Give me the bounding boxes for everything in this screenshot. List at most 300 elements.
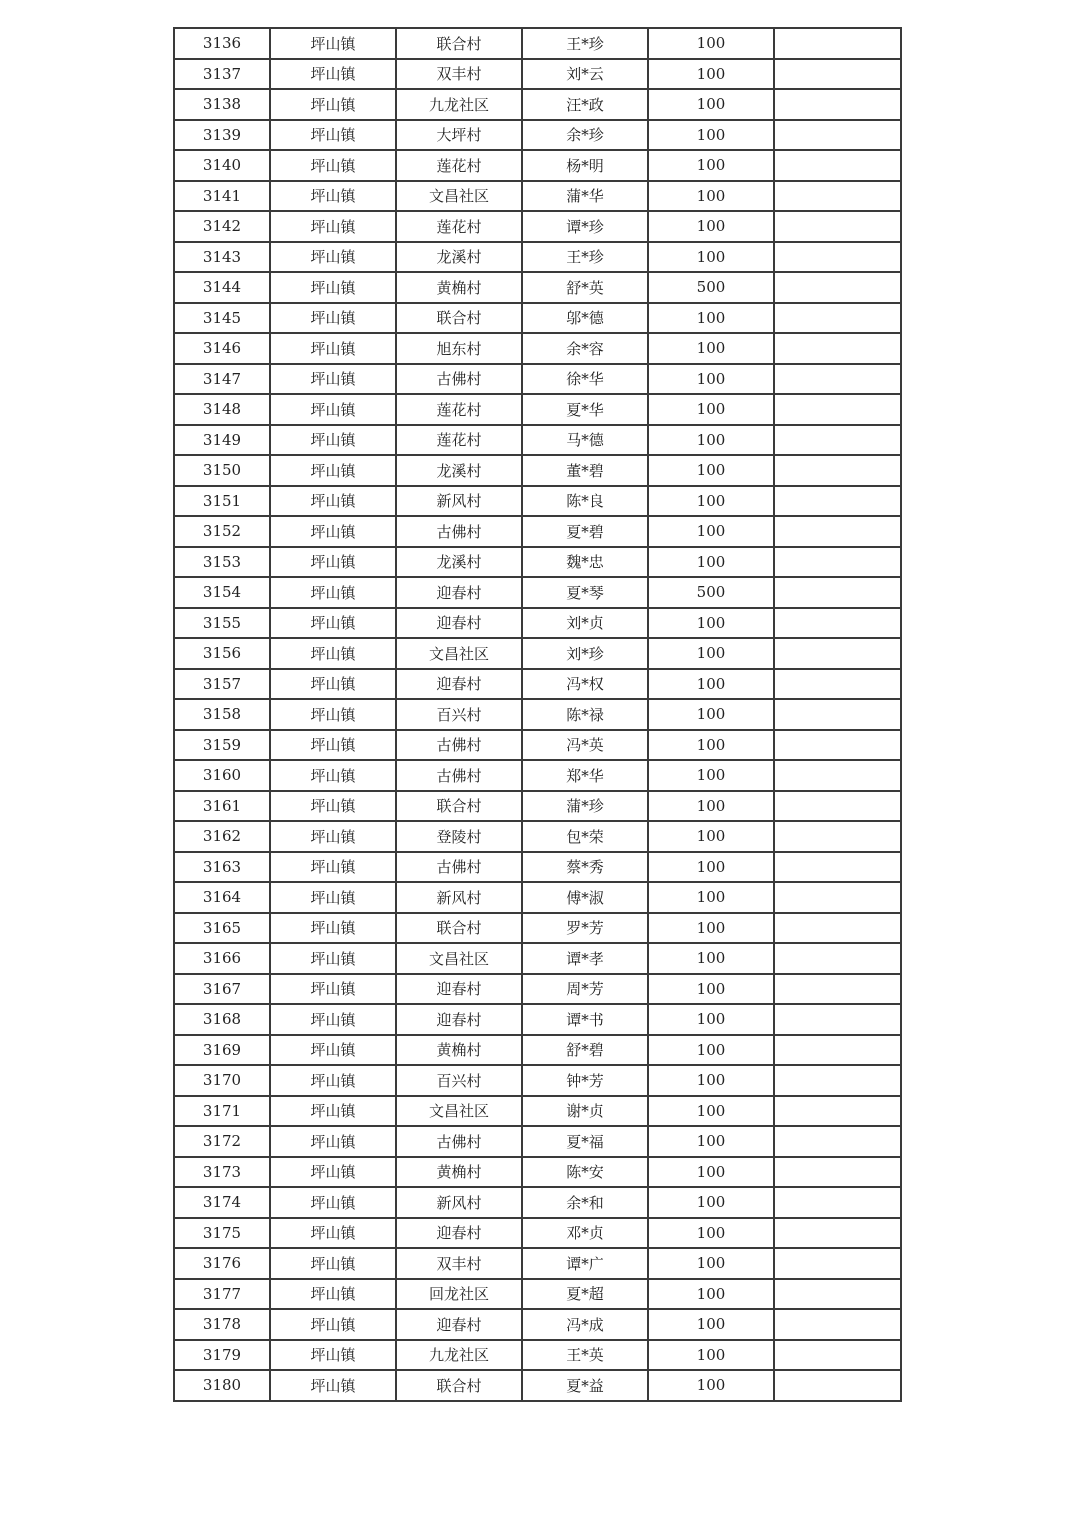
table-row	[174, 486, 901, 517]
serial-number-cell: 3158	[174, 699, 270, 730]
village-cell: 龙溪村	[396, 242, 522, 273]
town-cell: 坪山镇	[270, 89, 396, 120]
amount-cell: 100	[648, 1248, 774, 1279]
remark-cell	[774, 730, 901, 761]
amount-cell: 100	[648, 821, 774, 852]
person-name-cell: 陈*良	[522, 486, 648, 517]
table-row	[174, 1370, 901, 1401]
serial-number-cell: 3146	[174, 333, 270, 364]
serial-number-cell: 3139	[174, 120, 270, 151]
remark-cell	[774, 1218, 901, 1249]
remark-cell	[774, 1126, 901, 1157]
town-cell: 坪山镇	[270, 211, 396, 242]
amount-cell: 100	[648, 303, 774, 334]
village-cell: 莲花村	[396, 211, 522, 242]
town-cell: 坪山镇	[270, 638, 396, 669]
town-cell: 坪山镇	[270, 59, 396, 90]
table-row	[174, 1248, 901, 1279]
person-name-cell: 谭*广	[522, 1248, 648, 1279]
amount-cell: 100	[648, 760, 774, 791]
amount-cell: 100	[648, 89, 774, 120]
town-cell: 坪山镇	[270, 821, 396, 852]
remark-cell	[774, 1157, 901, 1188]
remark-cell	[774, 1248, 901, 1279]
amount-cell: 100	[648, 486, 774, 517]
person-name-cell: 周*芳	[522, 974, 648, 1005]
remark-cell	[774, 1187, 901, 1218]
table-row	[174, 89, 901, 120]
town-cell: 坪山镇	[270, 1248, 396, 1279]
person-name-cell: 刘*云	[522, 59, 648, 90]
table-row	[174, 1309, 901, 1340]
village-cell: 文昌社区	[396, 181, 522, 212]
serial-number-cell: 3144	[174, 272, 270, 303]
remark-cell	[774, 272, 901, 303]
remark-cell	[774, 120, 901, 151]
person-name-cell: 夏*益	[522, 1370, 648, 1401]
table-row	[174, 1279, 901, 1310]
village-cell: 百兴村	[396, 699, 522, 730]
table-row	[174, 303, 901, 334]
amount-cell: 100	[648, 1370, 774, 1401]
village-cell: 回龙社区	[396, 1279, 522, 1310]
town-cell: 坪山镇	[270, 1279, 396, 1310]
person-name-cell: 谭*珍	[522, 211, 648, 242]
village-cell: 百兴村	[396, 1065, 522, 1096]
village-cell: 新风村	[396, 1187, 522, 1218]
serial-number-cell: 3156	[174, 638, 270, 669]
person-name-cell: 蒲*珍	[522, 791, 648, 822]
town-cell: 坪山镇	[270, 272, 396, 303]
amount-cell: 500	[648, 577, 774, 608]
amount-cell: 100	[648, 943, 774, 974]
town-cell: 坪山镇	[270, 1309, 396, 1340]
serial-number-cell: 3164	[174, 882, 270, 913]
table-row	[174, 1218, 901, 1249]
amount-cell: 500	[648, 272, 774, 303]
village-cell: 古佛村	[396, 1126, 522, 1157]
person-name-cell: 陈*禄	[522, 699, 648, 730]
town-cell: 坪山镇	[270, 150, 396, 181]
person-name-cell: 杨*明	[522, 150, 648, 181]
table-row	[174, 1157, 901, 1188]
village-cell: 迎春村	[396, 577, 522, 608]
amount-cell: 100	[648, 852, 774, 883]
remark-cell	[774, 1035, 901, 1066]
table-row	[174, 150, 901, 181]
serial-number-cell: 3162	[174, 821, 270, 852]
serial-number-cell: 3179	[174, 1340, 270, 1371]
person-name-cell: 王*珍	[522, 242, 648, 273]
person-name-cell: 余*和	[522, 1187, 648, 1218]
village-cell: 龙溪村	[396, 455, 522, 486]
remark-cell	[774, 1370, 901, 1401]
amount-cell: 100	[648, 1279, 774, 1310]
village-cell: 莲花村	[396, 425, 522, 456]
town-cell: 坪山镇	[270, 791, 396, 822]
person-name-cell: 余*容	[522, 333, 648, 364]
serial-number-cell: 3150	[174, 455, 270, 486]
village-cell: 古佛村	[396, 364, 522, 395]
table-row	[174, 333, 901, 364]
person-name-cell: 夏*华	[522, 394, 648, 425]
amount-cell: 100	[648, 1126, 774, 1157]
remark-cell	[774, 821, 901, 852]
serial-number-cell: 3136	[174, 28, 270, 59]
remark-cell	[774, 1309, 901, 1340]
town-cell: 坪山镇	[270, 28, 396, 59]
village-cell: 黄桷村	[396, 272, 522, 303]
amount-cell: 100	[648, 1340, 774, 1371]
town-cell: 坪山镇	[270, 882, 396, 913]
serial-number-cell: 3160	[174, 760, 270, 791]
person-name-cell: 邓*贞	[522, 1218, 648, 1249]
remark-cell	[774, 547, 901, 578]
remark-cell	[774, 943, 901, 974]
town-cell: 坪山镇	[270, 547, 396, 578]
remark-cell	[774, 150, 901, 181]
person-name-cell: 谭*孝	[522, 943, 648, 974]
town-cell: 坪山镇	[270, 852, 396, 883]
town-cell: 坪山镇	[270, 120, 396, 151]
amount-cell: 100	[648, 699, 774, 730]
table-row	[174, 882, 901, 913]
table-row	[174, 120, 901, 151]
table-row	[174, 608, 901, 639]
remark-cell	[774, 882, 901, 913]
village-cell: 九龙社区	[396, 1340, 522, 1371]
amount-cell: 100	[648, 669, 774, 700]
serial-number-cell: 3157	[174, 669, 270, 700]
table-row	[174, 699, 901, 730]
village-cell: 联合村	[396, 913, 522, 944]
serial-number-cell: 3177	[174, 1279, 270, 1310]
village-cell: 联合村	[396, 791, 522, 822]
town-cell: 坪山镇	[270, 1157, 396, 1188]
amount-cell: 100	[648, 28, 774, 59]
village-cell: 九龙社区	[396, 89, 522, 120]
remark-cell	[774, 486, 901, 517]
table-row	[174, 730, 901, 761]
remark-cell	[774, 577, 901, 608]
table-row	[174, 1096, 901, 1127]
person-name-cell: 刘*贞	[522, 608, 648, 639]
table-row	[174, 394, 901, 425]
person-name-cell: 陈*安	[522, 1157, 648, 1188]
town-cell: 坪山镇	[270, 760, 396, 791]
person-name-cell: 钟*芳	[522, 1065, 648, 1096]
remark-cell	[774, 303, 901, 334]
town-cell: 坪山镇	[270, 333, 396, 364]
serial-number-cell: 3172	[174, 1126, 270, 1157]
table-row	[174, 1004, 901, 1035]
person-name-cell: 邬*德	[522, 303, 648, 334]
serial-number-cell: 3176	[174, 1248, 270, 1279]
village-cell: 联合村	[396, 1370, 522, 1401]
village-cell: 黄桷村	[396, 1157, 522, 1188]
serial-number-cell: 3169	[174, 1035, 270, 1066]
remark-cell	[774, 699, 901, 730]
serial-number-cell: 3147	[174, 364, 270, 395]
amount-cell: 100	[648, 455, 774, 486]
serial-number-cell: 3140	[174, 150, 270, 181]
town-cell: 坪山镇	[270, 1340, 396, 1371]
amount-cell: 100	[648, 181, 774, 212]
amount-cell: 100	[648, 1218, 774, 1249]
serial-number-cell: 3149	[174, 425, 270, 456]
village-cell: 迎春村	[396, 1218, 522, 1249]
table-row	[174, 821, 901, 852]
serial-number-cell: 3159	[174, 730, 270, 761]
table-row	[174, 852, 901, 883]
person-name-cell: 包*荣	[522, 821, 648, 852]
table-row	[174, 59, 901, 90]
town-cell: 坪山镇	[270, 974, 396, 1005]
town-cell: 坪山镇	[270, 669, 396, 700]
village-cell: 旭东村	[396, 333, 522, 364]
serial-number-cell: 3174	[174, 1187, 270, 1218]
serial-number-cell: 3175	[174, 1218, 270, 1249]
amount-cell: 100	[648, 394, 774, 425]
remark-cell	[774, 1279, 901, 1310]
table-row	[174, 1187, 901, 1218]
table-row	[174, 1065, 901, 1096]
serial-number-cell: 3168	[174, 1004, 270, 1035]
town-cell: 坪山镇	[270, 699, 396, 730]
village-cell: 联合村	[396, 303, 522, 334]
serial-number-cell: 3151	[174, 486, 270, 517]
serial-number-cell: 3138	[174, 89, 270, 120]
village-cell: 古佛村	[396, 852, 522, 883]
town-cell: 坪山镇	[270, 577, 396, 608]
village-cell: 迎春村	[396, 1309, 522, 1340]
village-cell: 迎春村	[396, 1004, 522, 1035]
table-row	[174, 1126, 901, 1157]
serial-number-cell: 3166	[174, 943, 270, 974]
town-cell: 坪山镇	[270, 608, 396, 639]
table-row	[174, 242, 901, 273]
table-row	[174, 364, 901, 395]
village-cell: 联合村	[396, 28, 522, 59]
amount-cell: 100	[648, 150, 774, 181]
table-row	[174, 669, 901, 700]
remark-cell	[774, 913, 901, 944]
table-row	[174, 913, 901, 944]
serial-number-cell: 3178	[174, 1309, 270, 1340]
person-name-cell: 冯*成	[522, 1309, 648, 1340]
amount-cell: 100	[648, 120, 774, 151]
person-name-cell: 董*碧	[522, 455, 648, 486]
amount-cell: 100	[648, 638, 774, 669]
town-cell: 坪山镇	[270, 1187, 396, 1218]
amount-cell: 100	[648, 1157, 774, 1188]
amount-cell: 100	[648, 974, 774, 1005]
table-row	[174, 28, 901, 59]
remark-cell	[774, 425, 901, 456]
amount-cell: 100	[648, 1035, 774, 1066]
amount-cell: 100	[648, 242, 774, 273]
village-cell: 迎春村	[396, 974, 522, 1005]
person-name-cell: 夏*碧	[522, 516, 648, 547]
amount-cell: 100	[648, 547, 774, 578]
person-name-cell: 马*德	[522, 425, 648, 456]
amount-cell: 100	[648, 913, 774, 944]
serial-number-cell: 3154	[174, 577, 270, 608]
remark-cell	[774, 638, 901, 669]
person-name-cell: 王*英	[522, 1340, 648, 1371]
village-cell: 古佛村	[396, 760, 522, 791]
remark-cell	[774, 1004, 901, 1035]
table-row	[174, 1035, 901, 1066]
town-cell: 坪山镇	[270, 303, 396, 334]
remark-cell	[774, 455, 901, 486]
serial-number-cell: 3180	[174, 1370, 270, 1401]
serial-number-cell: 3141	[174, 181, 270, 212]
town-cell: 坪山镇	[270, 516, 396, 547]
remark-cell	[774, 211, 901, 242]
person-name-cell: 舒*英	[522, 272, 648, 303]
recipient-table	[173, 27, 902, 1402]
town-cell: 坪山镇	[270, 364, 396, 395]
person-name-cell: 徐*华	[522, 364, 648, 395]
person-name-cell: 刘*珍	[522, 638, 648, 669]
amount-cell: 100	[648, 1004, 774, 1035]
serial-number-cell: 3153	[174, 547, 270, 578]
village-cell: 黄桷村	[396, 1035, 522, 1066]
village-cell: 双丰村	[396, 59, 522, 90]
town-cell: 坪山镇	[270, 943, 396, 974]
remark-cell	[774, 242, 901, 273]
amount-cell: 100	[648, 1187, 774, 1218]
town-cell: 坪山镇	[270, 730, 396, 761]
remark-cell	[774, 974, 901, 1005]
village-cell: 龙溪村	[396, 547, 522, 578]
table-row	[174, 547, 901, 578]
village-cell: 文昌社区	[396, 638, 522, 669]
person-name-cell: 罗*芳	[522, 913, 648, 944]
person-name-cell: 郑*华	[522, 760, 648, 791]
village-cell: 双丰村	[396, 1248, 522, 1279]
person-name-cell: 冯*权	[522, 669, 648, 700]
village-cell: 新风村	[396, 882, 522, 913]
serial-number-cell: 3173	[174, 1157, 270, 1188]
table-row	[174, 791, 901, 822]
person-name-cell: 余*珍	[522, 120, 648, 151]
person-name-cell: 舒*碧	[522, 1035, 648, 1066]
amount-cell: 100	[648, 730, 774, 761]
remark-cell	[774, 608, 901, 639]
amount-cell: 100	[648, 59, 774, 90]
town-cell: 坪山镇	[270, 1096, 396, 1127]
remark-cell	[774, 791, 901, 822]
remark-cell	[774, 760, 901, 791]
person-name-cell: 夏*超	[522, 1279, 648, 1310]
table-row	[174, 455, 901, 486]
serial-number-cell: 3155	[174, 608, 270, 639]
person-name-cell: 傅*淑	[522, 882, 648, 913]
serial-number-cell: 3143	[174, 242, 270, 273]
table-row	[174, 516, 901, 547]
village-cell: 新风村	[396, 486, 522, 517]
amount-cell: 100	[648, 425, 774, 456]
remark-cell	[774, 516, 901, 547]
table-row	[174, 974, 901, 1005]
village-cell: 古佛村	[396, 730, 522, 761]
table-row	[174, 181, 901, 212]
serial-number-cell: 3145	[174, 303, 270, 334]
serial-number-cell: 3148	[174, 394, 270, 425]
village-cell: 莲花村	[396, 150, 522, 181]
village-cell: 大坪村	[396, 120, 522, 151]
remark-cell	[774, 1065, 901, 1096]
remark-cell	[774, 181, 901, 212]
table-row	[174, 272, 901, 303]
person-name-cell: 夏*福	[522, 1126, 648, 1157]
town-cell: 坪山镇	[270, 181, 396, 212]
town-cell: 坪山镇	[270, 425, 396, 456]
remark-cell	[774, 364, 901, 395]
serial-number-cell: 3142	[174, 211, 270, 242]
village-cell: 登陵村	[396, 821, 522, 852]
amount-cell: 100	[648, 1309, 774, 1340]
amount-cell: 100	[648, 1096, 774, 1127]
village-cell: 迎春村	[396, 669, 522, 700]
remark-cell	[774, 669, 901, 700]
remark-cell	[774, 1340, 901, 1371]
town-cell: 坪山镇	[270, 1004, 396, 1035]
amount-cell: 100	[648, 211, 774, 242]
town-cell: 坪山镇	[270, 1065, 396, 1096]
town-cell: 坪山镇	[270, 1370, 396, 1401]
amount-cell: 100	[648, 333, 774, 364]
amount-cell: 100	[648, 1065, 774, 1096]
serial-number-cell: 3167	[174, 974, 270, 1005]
serial-number-cell: 3152	[174, 516, 270, 547]
serial-number-cell: 3137	[174, 59, 270, 90]
person-name-cell: 魏*忠	[522, 547, 648, 578]
town-cell: 坪山镇	[270, 394, 396, 425]
amount-cell: 100	[648, 364, 774, 395]
village-cell: 古佛村	[396, 516, 522, 547]
town-cell: 坪山镇	[270, 1035, 396, 1066]
town-cell: 坪山镇	[270, 1126, 396, 1157]
person-name-cell: 谢*贞	[522, 1096, 648, 1127]
village-cell: 文昌社区	[396, 943, 522, 974]
serial-number-cell: 3171	[174, 1096, 270, 1127]
amount-cell: 100	[648, 608, 774, 639]
amount-cell: 100	[648, 516, 774, 547]
village-cell: 莲花村	[396, 394, 522, 425]
table-row	[174, 425, 901, 456]
table-row	[174, 943, 901, 974]
remark-cell	[774, 394, 901, 425]
remark-cell	[774, 852, 901, 883]
remark-cell	[774, 89, 901, 120]
table-row	[174, 577, 901, 608]
amount-cell: 100	[648, 791, 774, 822]
serial-number-cell: 3165	[174, 913, 270, 944]
village-cell: 迎春村	[396, 608, 522, 639]
person-name-cell: 汪*政	[522, 89, 648, 120]
town-cell: 坪山镇	[270, 1218, 396, 1249]
serial-number-cell: 3161	[174, 791, 270, 822]
town-cell: 坪山镇	[270, 913, 396, 944]
table-row	[174, 1340, 901, 1371]
table-row	[174, 638, 901, 669]
town-cell: 坪山镇	[270, 455, 396, 486]
person-name-cell: 王*珍	[522, 28, 648, 59]
person-name-cell: 冯*英	[522, 730, 648, 761]
